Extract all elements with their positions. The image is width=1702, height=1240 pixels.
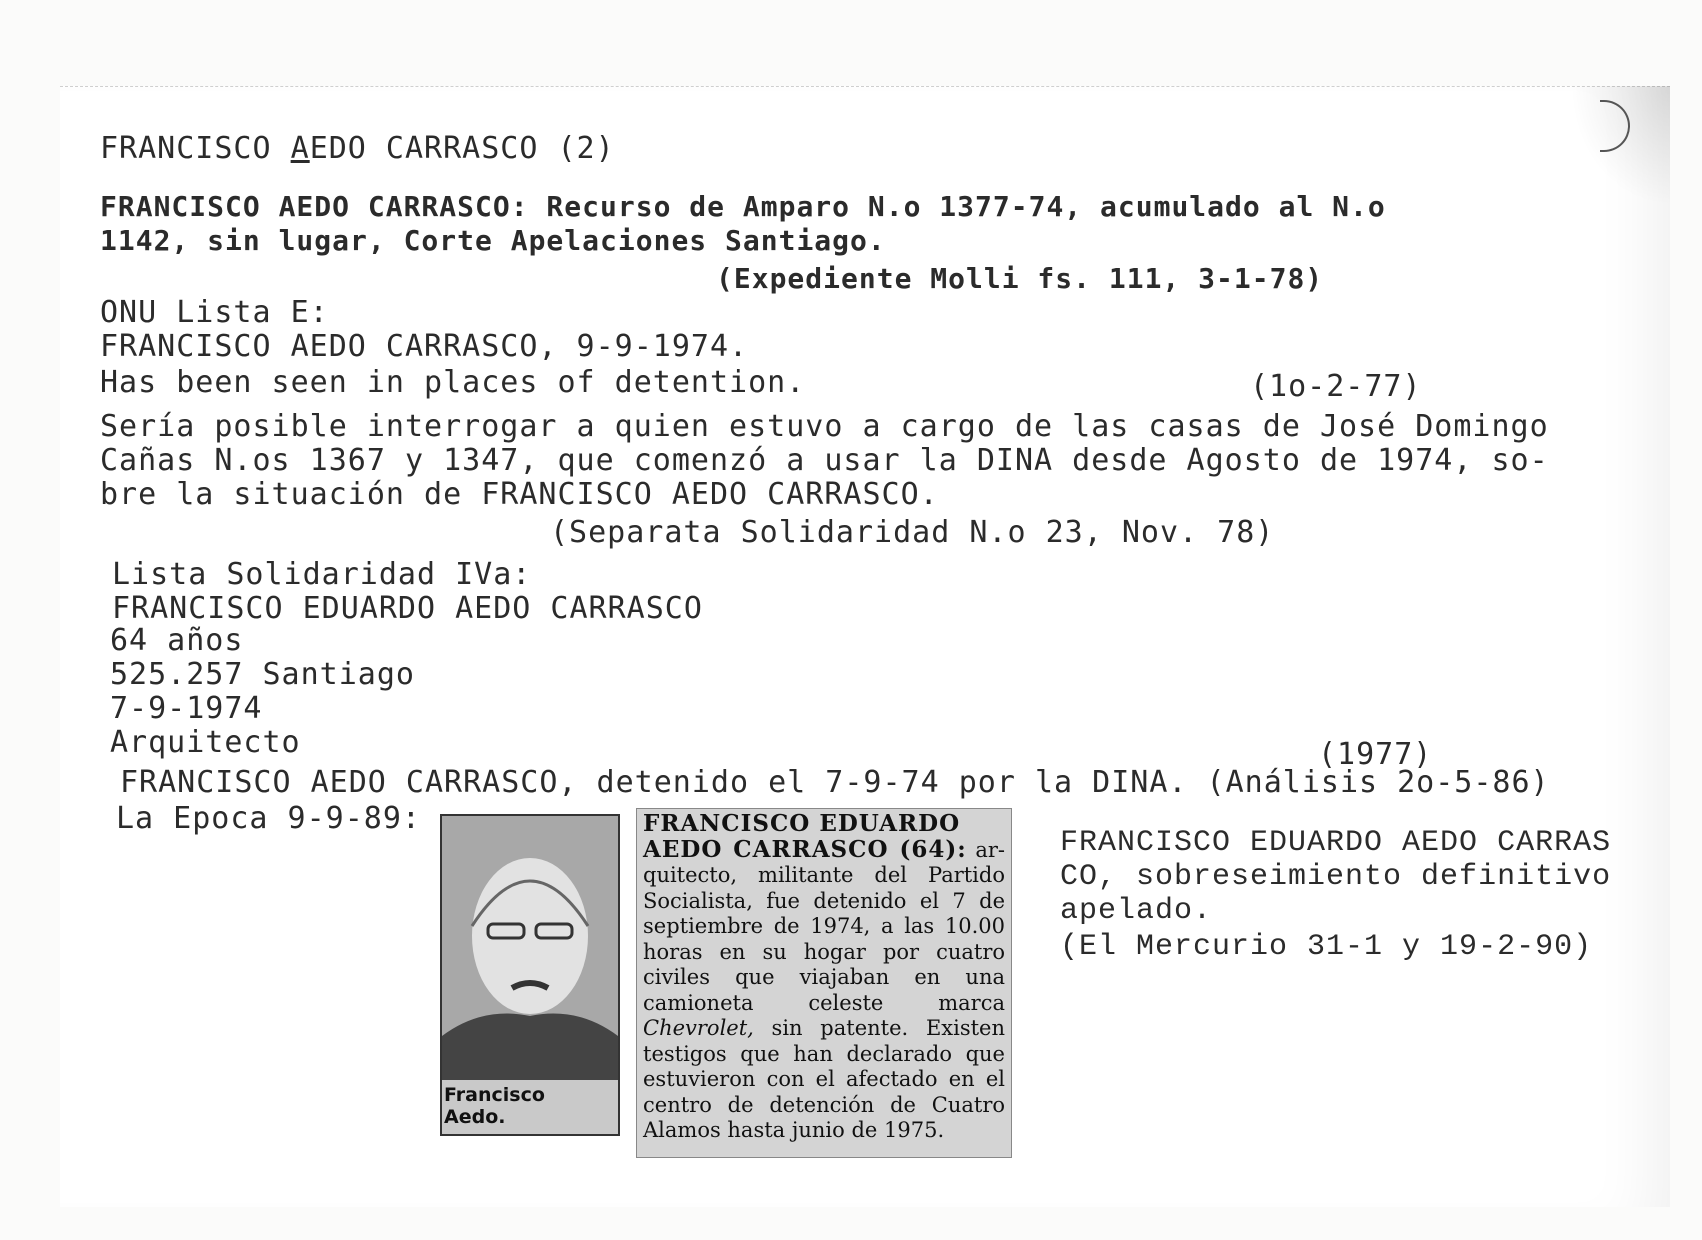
entry4-line4: 525.257 Santiago <box>110 657 415 692</box>
entry3-line3: bre la situación de FRANCISCO AEDO CARRASCO. <box>100 477 939 512</box>
entry2-line2: FRANCISCO AEDO CARRASCO, 9-9-1974. <box>100 329 749 364</box>
entry4-line6: Arquitecto <box>110 725 301 760</box>
entry7-source: (El Mercurio 31-1 y 19-2-90) <box>1060 930 1593 964</box>
entry4-line5: 7-9-1974 <box>110 691 263 726</box>
entry7-line1: FRANCISCO EDUARDO AEDO CARRAS <box>1060 826 1612 860</box>
entry4-source: (1977) <box>1318 737 1433 772</box>
entry2-line3: Has been seen in places of detention. <box>100 365 806 400</box>
entry7-line3: apelado. <box>1060 894 1213 928</box>
newspaper-photo <box>440 814 620 1136</box>
entry1-line1: FRANCISCO AEDO CARRASCO: Recurso de Amparo N.o 1377-74, acumulado al N.o <box>100 190 1386 223</box>
clipping-headline-2: AEDO CARRASCO (64): <box>643 835 967 863</box>
entry3-source: (Separata Solidaridad N.o 23, Nov. 78) <box>550 515 1275 550</box>
clipping-headline-1: FRANCISCO EDUARDO <box>643 810 961 837</box>
entry3-line1: Sería posible interrogar a quien estuvo a cargo de las casas de José Domingo <box>100 409 1549 444</box>
entry2-line1: ONU Lista E: <box>100 295 329 330</box>
record-heading: FRANCISCO AEDO CARRASCO (2) <box>100 131 615 166</box>
entry1-source: (Expediente Molli fs. 111, 3-1-78) <box>716 262 1324 295</box>
entry6-label: La Epoca 9-9-89: <box>116 801 421 836</box>
portrait-image <box>442 816 618 1080</box>
entry3-line2: Cañas N.os 1367 y 1347, que comenzó a usar la DINA desde Agosto de 1974, so- <box>100 443 1549 478</box>
entry4-line2: FRANCISCO EDUARDO AEDO CARRASCO <box>112 591 703 626</box>
entry7-line2: CO, sobreseimiento definitivo <box>1060 860 1612 894</box>
entry4-line3: 64 años <box>110 623 244 658</box>
entry5-line1: FRANCISCO AEDO CARRASCO, detenido el 7-9-74 por la DINA. (Análisis 2o-5-86) <box>120 765 1550 800</box>
entry4-line1: Lista Solidaridad IVa: <box>112 557 532 592</box>
photo-caption: Francisco Aedo. <box>442 1080 618 1134</box>
entry2-source: (1o-2-77) <box>1250 369 1422 404</box>
clipping-body: AEDO CARRASCO (64): ar- quitecto, militante del Partido Socialista, fue detenido el 7 de septiembre de 1974, a las 10.00 horas en su hogar por cuatro civiles que viajaban en una camioneta celeste marca Chevrolet, sin patente. Existen testigos que han declarado que estuvieron con el afectado en el centro de detención de Cuatro Alamos hasta junio de 1975. <box>643 835 1005 1142</box>
newspaper-clipping <box>636 808 1012 1158</box>
entry1-line2: 1142, sin lugar, Corte Apelaciones Santiago. <box>100 224 886 257</box>
